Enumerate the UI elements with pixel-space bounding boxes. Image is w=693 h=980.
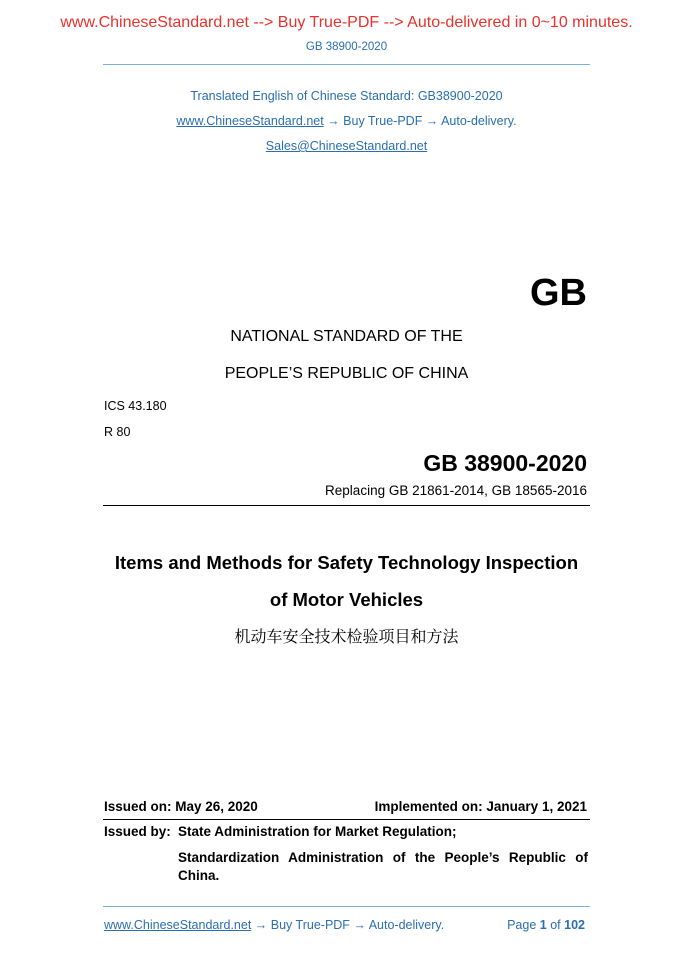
header-standard-code: GB 38900-2020	[305, 41, 388, 53]
issue-divider	[103, 819, 590, 820]
buy-text: → Buy True-PDF → Auto-delivery.	[323, 114, 517, 128]
footer-divider	[103, 906, 590, 907]
email-line	[0, 139, 693, 153]
page-current: 1	[539, 918, 547, 932]
issued-by-label: Issued by:	[104, 824, 171, 839]
page-of: of	[550, 918, 561, 932]
issuer-2-line2: China.	[178, 868, 220, 883]
issued-on: Issued on: May 26, 2020	[104, 799, 258, 814]
document-title-line2: of Motor Vehicles	[269, 589, 424, 610]
footer-links	[104, 918, 444, 932]
gb-mark: GB	[530, 272, 587, 314]
translation-line: Translated English of Chinese Standard: GB38900-2020	[190, 89, 503, 103]
national-standard-line1: NATIONAL STANDARD OF THE	[230, 328, 463, 345]
standard-number: GB 38900-2020	[423, 450, 587, 476]
issuer-2-line1: Standardization Administration of the People’s Republic of	[178, 850, 588, 865]
implemented-on: Implemented on: January 1, 2021	[374, 799, 587, 814]
site-link[interactable]: www.ChineseStandard.net	[176, 114, 324, 128]
issuer-1: State Administration for Market Regulation;	[178, 824, 457, 839]
replacing-note: Replacing GB 21861-2014, GB 18565-2016	[325, 483, 587, 498]
translation-link-line	[0, 114, 693, 128]
page-word: Page	[507, 918, 537, 932]
document-title-chinese: 机动车安全技术检验项目和方法	[234, 627, 459, 646]
footer-buy-text: → Buy True-PDF → Auto-delivery.	[251, 918, 445, 932]
top-banner[interactable]: www.ChineseStandard.net --> Buy True-PDF --> Auto-delivered in 0~10 minutes.	[60, 14, 633, 31]
r-code: R 80	[104, 425, 131, 439]
national-standard-line2: PEOPLE’S REPUBLIC OF CHINA	[224, 365, 469, 382]
header-divider	[103, 64, 590, 65]
ics-code: ICS 43.180	[104, 399, 167, 413]
title-divider	[103, 505, 590, 506]
page-total: 102	[564, 918, 585, 932]
email-link[interactable]: Sales@ChineseStandard.net	[265, 139, 428, 153]
document-title-line1: Items and Methods for Safety Technology Inspection	[114, 552, 579, 573]
footer-site-link[interactable]: www.ChineseStandard.net	[104, 918, 252, 932]
page-number	[507, 918, 585, 932]
